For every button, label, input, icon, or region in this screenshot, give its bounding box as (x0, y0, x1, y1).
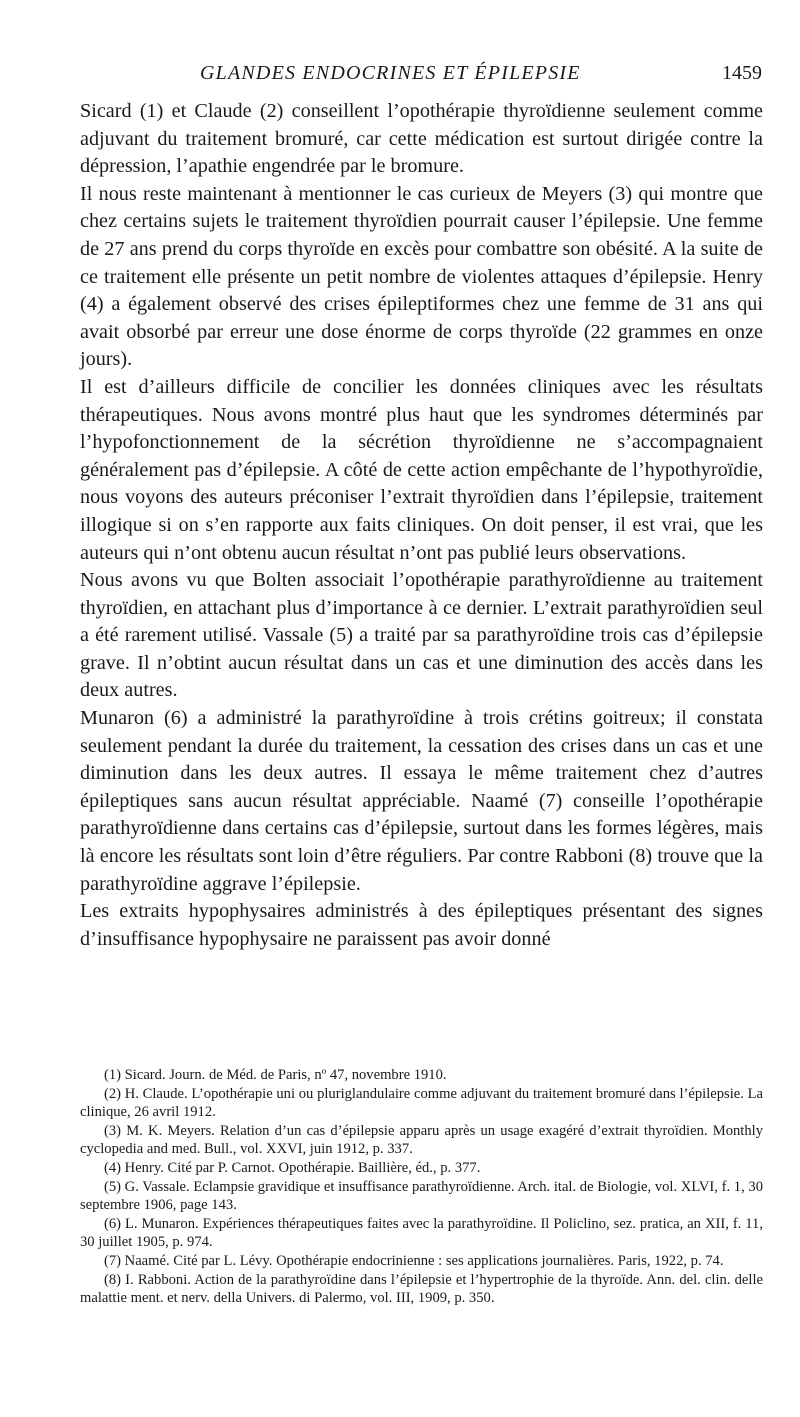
footnote: (5) G. Vassale. Eclampsie gravidique et insuffisance parathyroïdienne. Arch. ital. de Biologie, vol. XLVI, f. 1, 30 septembre 1906, page 143. (80, 1178, 763, 1214)
paragraph: Il est d’ailleurs difficile de concilier les données cliniques avec les résultats thérapeutiques. Nous avons montré plus haut que les syndromes déterminés par l’hypofonctionnement de la sécrétion thyroïdienne ne s’accompagnaient généralement pas d’épilepsie. A côté de cette action empêchante de l’hypothyroïdie, nous voyons des auteurs préconiser l’extrait thyroïdien dans l’épilepsie, traitement illogique si on s’en rapporte aux faits cliniques. On doit penser, il est vrai, que les auteurs qui n’ont obtenu aucun résultat n’ont pas publié leurs observations. (80, 375, 763, 564)
paragraph: Il nous reste maintenant à mentionner le cas curieux de Meyers (3) qui montre que chez certains sujets le traitement thyroïdien pourrait causer l’épilepsie. Une femme de 27 ans prend du corps thyroïde en excès pour combattre son obésité. A la suite de ce traitement elle présente un petit nombre de violentes attaques d’épilepsie. Henry (4) a également observé des crises épileptiformes chez une femme de 31 ans qui avait obsorbé par erreur une dose énorme de corps thyroïde (22 grammes en onze jours). (80, 182, 763, 371)
paragraph: Nous avons vu que Bolten associait l’opothérapie parathyroïdienne au traitement thyroïdien, en attachant plus d’importance à ce dernier. L’extrait parathyroïdien seul a été rarement utilisé. Vassale (5) a traité par sa parathyroïdine trois cas d’épilepsie grave. Il n’obtint aucun résultat dans un cas et une diminution des accès dans les deux autres. (80, 569, 763, 702)
footnote: (3) M. K. Meyers. Relation d’un cas d’épilepsie apparu après un usage exagéré d’extrait thyroïdien. Monthly cyclopedia and med. Bull., vol. XXVI, juin 1912, p. 337. (80, 1122, 763, 1158)
paragraph: Munaron (6) a administré la parathyroïdine à trois crétins goitreux; il constata seulement pendant la durée du traitement, la cessation des crises dans un cas et une diminution dans les deux autres. Il essaya le même traitement chez d’autres épileptiques sans aucun résultat appréciable. Naamé (7) conseille l’opothérapie parathyroïdienne dans certains cas d’épilepsie, surtout dans les formes légères, mais là encore les résultats sont loin d’être réguliers. Par contre Rabboni (8) trouve que la parathyroïdine aggrave l’épilepsie. (80, 707, 763, 895)
page-number: 1459 (722, 62, 762, 84)
footnote: (2) H. Claude. L’opothérapie uni ou pluriglandulaire comme adjuvant du traitement bromuré dans l’épilepsie. La clinique, 26 avril 1912. (80, 1085, 763, 1121)
body-text (80, 98, 763, 953)
footnote: (4) Henry. Cité par P. Carnot. Opothérapie. Baillière, éd., p. 377. (104, 1159, 481, 1176)
paragraph: Sicard (1) et Claude (2) conseillent l’opothérapie thyroïdienne seulement comme adjuvant du traitement bromuré, car cette médication est surtout dirigée contre la dépression, l’apathie engendrée par le bromure. (80, 100, 763, 178)
footnote: (1) Sicard. Journ. de Méd. de Paris, nº 47, novembre 1910. (104, 1067, 447, 1083)
footnote: (8) I. Rabboni. Action de la parathyroïdine dans l’épilepsie et l’hypertrophie de la thyroïde. Ann. del. clin. delle malattie ment. et nerv. della Univers. di Palermo, vol. III, 1909, p. 350. (80, 1271, 763, 1307)
page-header (80, 62, 762, 92)
paragraph: Les extraits hypophysaires administrés à des épileptiques présentant des signes d’insuffisance hypophysaire ne paraissent pas avoir donné (80, 900, 763, 950)
footnotes (80, 1066, 763, 1308)
running-title: GLANDES ENDOCRINES ET ÉPILEPSIE (200, 62, 581, 84)
footnote: (6) L. Munaron. Expériences thérapeutiques faites avec la parathyroïdine. Il Policlino, sez. pratica, an XII, f. 11, 30 juillet 1905, p. 974. (80, 1215, 763, 1251)
footnote: (7) Naamé. Cité par L. Lévy. Opothérapie endocrinienne : ses applications journalières. Paris, 1922, p. 74. (104, 1252, 724, 1269)
